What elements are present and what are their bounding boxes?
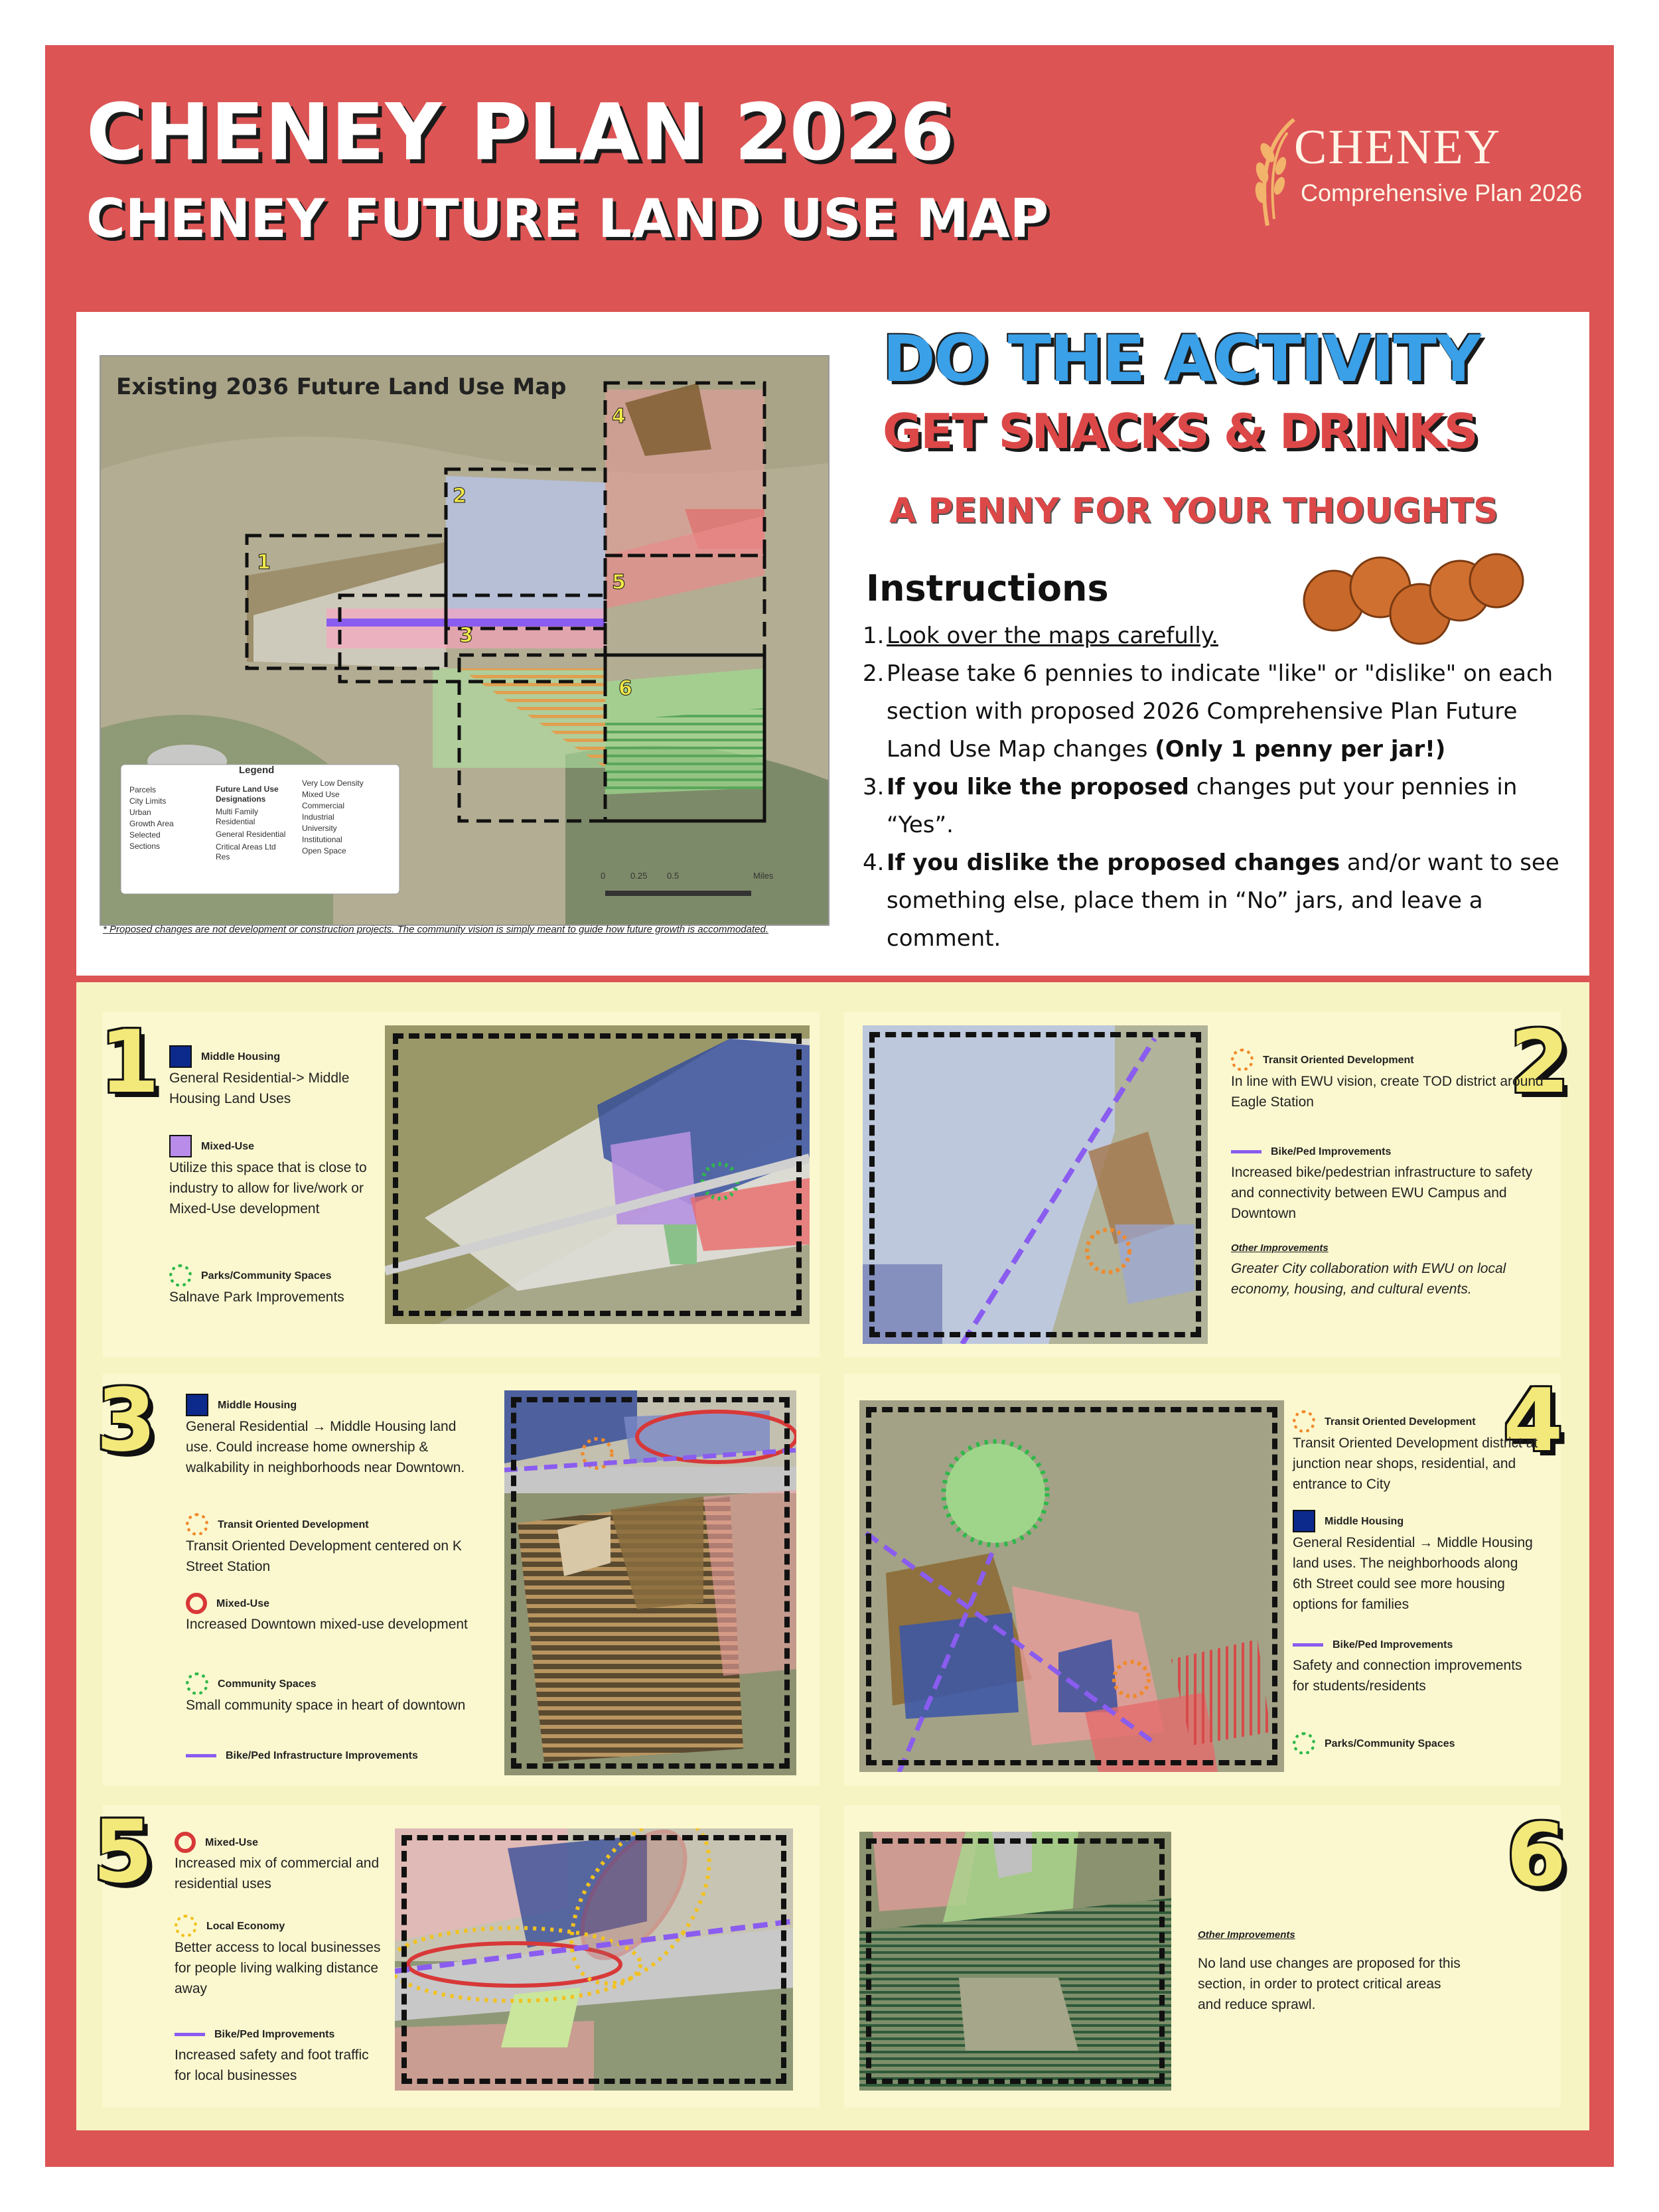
- scale-025: 0.25: [630, 871, 648, 881]
- middle-housing-swatch: [169, 1045, 192, 1068]
- overview-map-title: Existing 2036 Future Land Use Map: [116, 374, 567, 400]
- instructions-title: Instructions: [866, 567, 1109, 609]
- legend-uga: Urban Growth Area: [129, 808, 174, 828]
- activity-headline: DO THE ACTIVITY: [883, 322, 1480, 396]
- bike-ped-line-icon: [175, 2033, 205, 2036]
- mixed-use-ring-icon: [175, 1832, 196, 1853]
- mixed-use-swatch: [169, 1135, 192, 1157]
- page-title: CHENEY PLAN 2026: [86, 86, 956, 178]
- section-number-3: 3: [96, 1370, 157, 1471]
- map-label-5: 5: [612, 571, 626, 594]
- community-dots-icon: [186, 1672, 208, 1695]
- logo-sub-text: Comprehensive Plan 2026: [1301, 179, 1583, 206]
- instruction-3: 3. If you like the proposed changes put your pennies in “Yes”.: [863, 774, 1518, 838]
- instruction-1: 1. Look over the maps carefully.: [863, 623, 1218, 649]
- legend-parcels: Parcels: [129, 785, 157, 794]
- legend-ca: Critical Areas Ltd Res: [216, 842, 276, 861]
- bike-ped-line-icon: [1293, 1643, 1323, 1647]
- instruction-2: 2. Please take 6 pennies to indicate "like" or "dislike" on each section with proposed 2026 Comprehensive Plan Future Land Use Map changes (Only 1 penny per jar!): [863, 660, 1553, 763]
- mixed-use-ring-icon: [186, 1593, 207, 1614]
- map-label-2: 2: [453, 484, 467, 508]
- legend-city-limits: City Limits: [129, 796, 167, 806]
- scale-0: 0: [601, 871, 606, 881]
- section-number-2: 2: [1510, 1011, 1570, 1112]
- section-number-1: 1: [100, 1011, 160, 1112]
- legend-mu: Mixed Use: [302, 790, 340, 799]
- legend-os: Open Space: [302, 846, 346, 855]
- map-label-3: 3: [459, 624, 473, 647]
- legend-gr: General Residential: [216, 830, 286, 839]
- tod-dots-icon: [1231, 1049, 1254, 1071]
- tod-dots-icon: [1293, 1410, 1315, 1433]
- section-map-6: [859, 1832, 1171, 2091]
- section-map-3: [504, 1390, 796, 1775]
- scale-miles: Miles: [753, 871, 774, 881]
- cheney-logo: [1248, 113, 1593, 232]
- section-map-4: [859, 1400, 1284, 1772]
- legend-mfr: Multi Family Residential: [216, 807, 259, 826]
- map-label-6: 6: [618, 677, 632, 700]
- local-economy-dots-icon: [175, 1915, 197, 1937]
- map-label-1: 1: [257, 551, 271, 574]
- map-footnote: * Proposed changes are not development or construction projects. The community vision is simply meant to guide how future growth is accommodated.: [103, 924, 769, 935]
- map-legend: [123, 765, 395, 891]
- activity-penny: A PENNY FOR YOUR THOUGHTS: [889, 491, 1498, 531]
- section-number-6: 6: [1506, 1805, 1567, 1905]
- parks-dots-icon: [1293, 1732, 1315, 1755]
- legend-vld: Very Low Density: [302, 778, 364, 788]
- bike-ped-line-icon: [186, 1754, 216, 1757]
- map-label-4: 4: [612, 405, 626, 428]
- tod-dots-icon: [186, 1513, 208, 1536]
- instructions-list: [863, 617, 1579, 958]
- section-map-5: [395, 1828, 793, 2091]
- map-legend-title: Legend: [239, 765, 275, 776]
- middle-housing-swatch: [1293, 1510, 1315, 1532]
- logo-main-text: CHENEY: [1294, 120, 1502, 175]
- legend-univ: University: [302, 824, 337, 833]
- parks-dots-icon: [169, 1264, 192, 1287]
- legend-sections: Selected Sections: [129, 830, 161, 851]
- instruction-4: 4. If you dislike the proposed changes and/or want to see something else, place them in “No” jars, and leave a comment.: [863, 849, 1559, 952]
- section-number-4: 4: [1503, 1370, 1563, 1471]
- bike-ped-line-icon: [1231, 1150, 1262, 1153]
- legend-flu-head: Future Land Use Designations: [216, 784, 279, 804]
- middle-housing-swatch: [186, 1394, 208, 1416]
- page-subtitle: CHENEY FUTURE LAND USE MAP: [86, 188, 1049, 250]
- legend-ind: Industrial: [302, 812, 334, 822]
- scale-05: 0.5: [667, 871, 680, 881]
- legend-com: Commercial: [302, 801, 345, 810]
- section-number-5: 5: [93, 1801, 153, 1902]
- legend-inst: Institutional: [302, 835, 342, 844]
- activity-snacks: GET SNACKS & DRINKS: [883, 404, 1477, 459]
- section-map-2: [863, 1025, 1208, 1344]
- section-map-1: [385, 1025, 810, 1324]
